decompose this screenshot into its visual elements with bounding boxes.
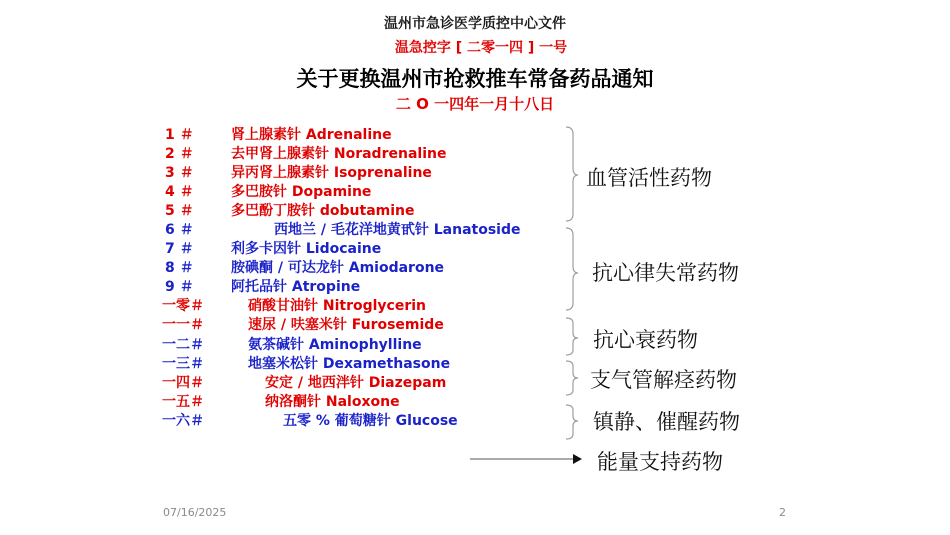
drug-number: 8 ＃ xyxy=(165,260,194,276)
drug-number: 2 ＃ xyxy=(165,146,194,162)
document-date: 二 O 一四年一月十八日 xyxy=(395,95,555,113)
drug-number: 3 ＃ xyxy=(165,165,194,181)
drug-name: 纳洛酮针 Naloxone xyxy=(265,394,400,410)
drug-number: 7 ＃ xyxy=(165,241,194,257)
drug-name: 利多卡因针 Lidocaine xyxy=(231,241,382,257)
drug-name: 安定 / 地西泮针 Diazepam xyxy=(265,375,447,391)
drug-name: 地塞米松针 Dexamethasone xyxy=(248,356,451,372)
drug-name: 多巴胺针 Dopamine xyxy=(231,184,372,200)
drug-number: 一五＃ xyxy=(162,394,204,410)
drug-number: 一三＃ xyxy=(162,356,204,372)
drug-name: 氨茶碱针 Aminophylline xyxy=(248,337,422,353)
page-number: 2 xyxy=(779,506,786,519)
drug-name: 西地兰 / 毛花洋地黄甙针 Lanatoside xyxy=(274,222,521,238)
drug-number: 6 ＃ xyxy=(165,222,194,238)
document-title: 关于更换温州市抢救推车常备药品通知 xyxy=(296,67,654,91)
drug-number: 一六＃ xyxy=(162,413,204,429)
drug-name: 异丙肾上腺素针 Isoprenaline xyxy=(231,165,432,181)
drug-number: 一四＃ xyxy=(162,375,204,391)
category-vasoactive: 血管活性药物 xyxy=(586,166,712,190)
brace-sedative xyxy=(566,405,578,439)
arrow-head xyxy=(573,454,582,464)
category-energy-support: 能量支持药物 xyxy=(597,450,723,474)
drug-name: 胺碘酮 / 可达龙针 Amiodarone xyxy=(231,260,445,276)
category-sedative-antagonist: 镇静、催醒药物 xyxy=(593,410,740,434)
drug-number: 一二＃ xyxy=(162,337,204,353)
drug-number: 5 ＃ xyxy=(165,203,194,219)
drug-number: 一零＃ xyxy=(162,298,204,314)
drug-number: 一一＃ xyxy=(162,317,204,333)
document-number: 温急控字 [ 二零一四 ] 一号 xyxy=(394,40,568,56)
category-heart-failure: 抗心衰药物 xyxy=(593,328,698,352)
brace-vasoactive xyxy=(566,127,578,221)
footer-date: 07/16/2025 xyxy=(163,506,227,519)
drug-name: 阿托品针 Atropine xyxy=(231,279,361,295)
category-antiarrhythmic: 抗心律失常药物 xyxy=(592,261,739,285)
drug-name: 去甲肾上腺素针 Noradrenaline xyxy=(231,146,447,162)
drug-name: 硝酸甘油针 Nitroglycerin xyxy=(248,298,427,314)
drug-name: 五零 % 葡萄糖针 Glucose xyxy=(283,413,458,429)
drug-name: 肾上腺素针 Adrenaline xyxy=(231,127,392,143)
brace-heart-failure xyxy=(566,318,578,355)
brace-antiarrhythmic xyxy=(566,228,578,310)
org-header: 温州市急诊医学质控中心文件 xyxy=(384,16,566,32)
drug-number: 9 ＃ xyxy=(165,279,194,295)
drug-number: 4 ＃ xyxy=(165,184,194,200)
drug-name: 速尿 / 呋塞米针 Furosemide xyxy=(248,317,444,333)
drug-name: 多巴酚丁胺针 dobutamine xyxy=(231,203,415,219)
brace-bronchodilator xyxy=(566,361,578,395)
category-bronchodilator: 支气管解痉药物 xyxy=(590,368,737,392)
drug-number: 1 ＃ xyxy=(165,127,194,143)
